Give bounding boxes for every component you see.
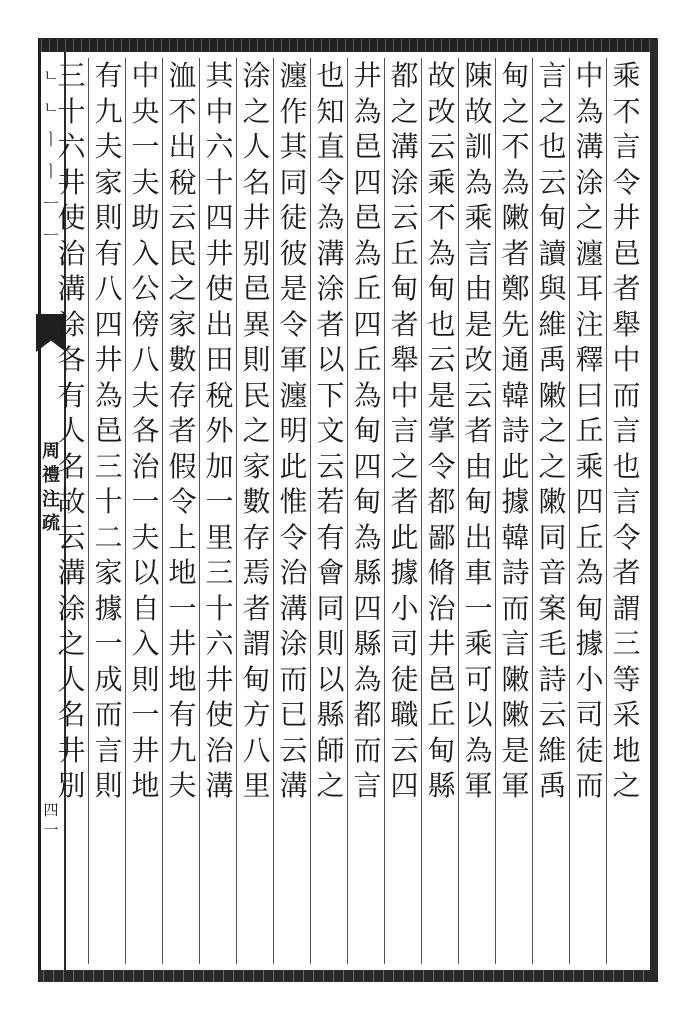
text-column-4: 甸之不為敶者鄭先通韓詩此據韓詩而言敶敶是軍 [501,59,530,802]
book-title: 周禮注疏 [42,441,60,534]
column-rule [495,58,496,964]
bottom-border-band [38,970,658,982]
top-border-band [38,38,658,52]
text-column-5: 陳故訓為乘言由是改云者由甸出車一乘可以為軍 [464,59,493,802]
text-column-1: 乘不言令井邑者舉中而言也言令者謂三等采地之 [612,59,641,802]
column-rule [606,58,607,964]
text-column-12: 其中六十四井使出田稅外加一里三十六井使治溝 [205,59,234,802]
column-rule [310,58,311,964]
right-border-band [650,40,658,982]
text-column-8: 井為邑四邑為丘四丘為甸四甸為縣四縣為都而言 [353,59,382,802]
text-column-10: 瀍作其同徒彼是令軍瀍明此惟令治溝涂而已云溝 [279,59,308,802]
column-rule [199,58,200,964]
text-column-13: 洫不出稅云民之家數存者假令上地一井地有九夫 [168,59,197,802]
column-rule [532,58,533,964]
column-rule [88,58,89,964]
column-rule [347,58,348,964]
text-column-7: 都之溝涂云丘甸者舉中言之者此據小司徒職云四 [390,59,419,802]
column-rule [236,58,237,964]
text-column-2: 中為溝涂之瀍耳注釋曰丘乘四丘為甸據小司徒而 [575,59,604,802]
text-column-6: 故改云乘不為甸也云是掌令都鄙脩治井邑丘甸縣 [427,59,456,802]
column-rule [458,58,459,964]
text-column-15: 有九夫家則有八四井為邑三十二家據一成而言則 [94,59,123,802]
text-column-3: 言之也云甸讀與維禹敶之之敶同音案毛詩云維禹 [538,59,567,802]
page-number: 四一 [43,801,59,839]
column-rule [125,58,126,964]
spine-marks: ㄴㄴㅣㅣㅡㅡ [43,66,59,245]
text-column-16: 三十六井使治溝涂各有人名故云溝涂之人名井別 [57,59,86,802]
column-rule [162,58,163,964]
column-rule [569,58,570,964]
column-rule [384,58,385,964]
column-rule [421,58,422,964]
text-column-14: 中央一夫助入公傍八夫各治一夫以自入則一井地 [131,59,160,802]
column-rule [273,58,274,964]
text-column-11: 涂之人名井别邑異則民之家數存焉者謂甸方八里 [242,59,271,802]
text-column-9: 也知直令為溝涂者以下文云若有會同則以縣師之 [316,59,345,802]
